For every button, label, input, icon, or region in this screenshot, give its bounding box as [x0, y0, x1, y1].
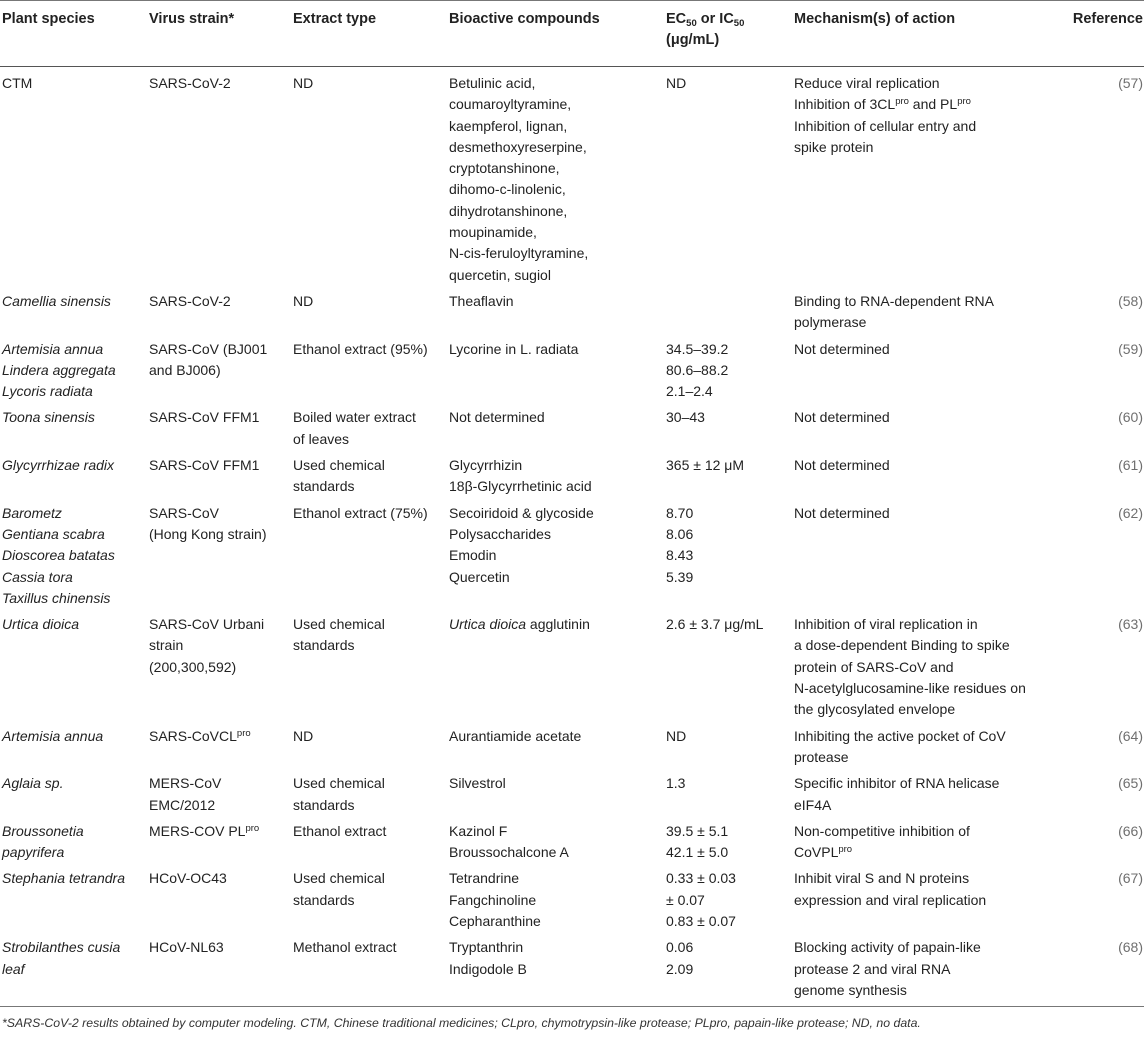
cell-reference-link[interactable]: (64) — [1118, 727, 1143, 744]
cell-virus: SARS-CoV Urbani strain (200,300,592) — [149, 616, 265, 675]
cell-reference-link[interactable]: (57) — [1118, 75, 1143, 91]
cell-extract: ND — [293, 75, 314, 91]
cell-mechanism: Binding to RNA-dependent RNA polymerase — [794, 292, 995, 331]
cell-reference-link[interactable]: (60) — [1118, 409, 1143, 426]
cell-species: Artemisia annua Lindera aggregata Lycoris radiata — [2, 340, 116, 400]
cell-reference-link[interactable]: (67) — [1118, 870, 1143, 887]
cell-virus: SARS-CoV FFM1 — [149, 409, 260, 426]
header-ec50-line2: (μg/mL) — [666, 32, 720, 48]
cell-extract: Ethanol extract (75%) — [293, 504, 428, 521]
cell-extract: ND — [293, 727, 314, 744]
table-row — [0, 503, 1144, 614]
cell-extract: Boiled water extract of leaves — [293, 409, 416, 447]
table-row — [0, 67, 1144, 291]
cell-virus: SARS-CoVCL$^{pro}$ — [149, 727, 251, 744]
cell-ec50 — [664, 291, 792, 339]
cell-extract: Ethanol extract (95%) — [293, 340, 428, 357]
cell-extract: Used chemical standards — [293, 457, 385, 495]
cell-ec50: 1.3 — [666, 775, 686, 792]
cell-mechanism: Blocking activity of papain-like protease 2 and viral RNA genome synthesis — [794, 939, 981, 998]
cell-reference-link[interactable]: (68) — [1118, 939, 1143, 956]
cell-mechanism: Specific inhibitor of RNA helicase eIF4A — [794, 775, 1000, 813]
header-row — [0, 1, 1144, 67]
cell-reference-link[interactable]: (62) — [1118, 504, 1143, 521]
cell-ec50: 34.5–39.2 80.6–88.2 2.1–2.4 — [666, 340, 729, 400]
table-row — [0, 937, 1144, 1006]
cell-extract: ND — [293, 292, 314, 309]
table-row — [0, 291, 1144, 339]
header-ec50 — [664, 1, 792, 67]
cell-mechanism: Not determined — [794, 340, 890, 357]
cell-virus: HCoV-NL63 — [149, 939, 224, 956]
cell-reference-link[interactable]: (61) — [1118, 457, 1143, 474]
cell-ec50: 39.5 ± 5.1 42.1 ± 5.0 — [666, 822, 729, 861]
cell-reference-link[interactable]: (63) — [1118, 616, 1143, 633]
cell-extract: Used chemical standards — [293, 616, 385, 654]
cell-ec50: 2.6 ± 3.7 μg/mL — [666, 616, 764, 633]
cell-species: Urtica dioica — [2, 616, 80, 633]
cell-reference-link[interactable]: (65) — [1118, 775, 1143, 792]
cell-ec50: 0.06 2.09 — [666, 939, 694, 977]
cell-compounds: Aurantiamide acetate — [449, 727, 582, 744]
header-mechanism: Mechanism(s) of action — [792, 1, 1055, 67]
cell-mechanism: Not determined — [794, 504, 890, 521]
header-extract-type: Extract type — [291, 1, 447, 67]
cell-compounds: Lycorine in L. radiata — [449, 340, 579, 357]
cell-compounds: Tryptanthrin Indigodole B — [449, 939, 527, 977]
cell-mechanism: Not determined — [794, 409, 890, 426]
cell-species: CTM — [2, 75, 33, 91]
cell-mechanism: Reduce viral replication Inhibition of $3CL^{pro}$ and $PL^{pro}$ Inhibition of cellular entry and spike protein — [794, 75, 977, 155]
cell-mechanism: Inhibit viral S and N proteins expression and viral replication — [794, 870, 987, 908]
cell-species: Toona sinensis — [2, 409, 95, 426]
cell-virus: MERS-COV $PL^{pro}$ — [149, 822, 260, 839]
cell-virus: SARS-CoV-2 — [149, 292, 231, 309]
table-row — [0, 821, 1144, 869]
cell-compounds: Urtica dioica agglutinin — [449, 616, 590, 633]
cell-extract: Used chemical standards — [293, 870, 385, 908]
cell-ec50: 30–43 — [666, 409, 705, 426]
cell-species: Artemisia annua — [2, 727, 104, 744]
cell-extract: Used chemical standards — [293, 775, 385, 813]
table-row — [0, 407, 1144, 455]
cell-mechanism: Not determined — [794, 457, 890, 474]
cell-species: Glycyrrhizae radix — [2, 457, 115, 474]
cell-ec50: 0.33 ± 0.03 ± 0.07 0.83 ± 0.07 — [666, 870, 736, 929]
header-plant-species: Plant species — [0, 1, 147, 67]
cell-ec50: ND — [666, 727, 687, 744]
cell-virus: SARS-CoV-2 — [149, 75, 231, 91]
cell-compounds: Secoiridoid & glycoside Polysaccharides Emodin Quercetin — [449, 504, 594, 585]
cell-mechanism: Non-competitive inhibition of CoVPL$^{pro}$ — [794, 822, 970, 861]
table-row — [0, 339, 1144, 408]
cell-ec50: 8.70 8.06 8.43 5.39 — [666, 504, 694, 585]
header-virus-strain: Virus strain* — [147, 1, 291, 67]
cell-reference-link[interactable]: (58) — [1118, 292, 1143, 309]
cell-compounds: Kazinol F Broussochalcone A — [449, 822, 569, 861]
cell-compounds: Theaflavin — [449, 292, 514, 309]
cell-virus: SARS-CoV FFM1 — [149, 457, 260, 474]
cell-virus: MERS-CoV EMC/2012 — [149, 775, 222, 813]
cell-species: Stephania tetrandra — [2, 870, 125, 887]
table-row — [0, 868, 1144, 937]
cell-reference-link[interactable]: (66) — [1118, 822, 1143, 839]
cell-mechanism: Inhibition of viral replication in a dose-dependent Binding to spike protein of SARS-CoV and N-acetylglucosamine-like residues on the glycosylated envelope — [794, 616, 1026, 718]
cell-mechanism: Inhibiting the active pocket of CoV protease — [794, 727, 1006, 765]
cell-compounds: Tetrandrine Fangchinoline Cepharanthine — [449, 870, 541, 929]
table-footnote: *SARS-CoV-2 results obtained by computer modeling. CTM, Chinese traditional medicines; CLpro, chymotrypsin-like protease; PLpro, papain-like protease; ND, no data. — [2, 1016, 921, 1031]
header-reference: Reference — [1055, 1, 1144, 67]
cell-compounds: Glycyrrhizin 18β-Glycyrrhetinic acid — [449, 457, 592, 495]
cell-virus: SARS-CoV (Hong Kong strain) — [149, 504, 267, 542]
cell-ec50: 365 ± 12 μM — [666, 457, 745, 474]
cell-compounds: Not determined — [449, 409, 545, 426]
cell-species: Broussonetia papyrifera — [2, 822, 84, 861]
table-row — [0, 455, 1144, 503]
header-bioactive-compounds: Bioactive compounds — [447, 1, 664, 67]
cell-extract: Ethanol extract — [293, 822, 387, 839]
cell-ec50: ND — [666, 75, 687, 91]
table-row — [0, 614, 1144, 725]
table-row — [0, 773, 1144, 821]
cell-compounds: Silvestrol — [449, 775, 506, 792]
cell-reference-link[interactable]: (59) — [1118, 340, 1143, 357]
cell-species: Camellia sinensis — [2, 292, 111, 309]
cell-virus: HCoV-OC43 — [149, 870, 227, 887]
cell-species: Aglaia sp. — [2, 775, 64, 792]
table-row — [0, 726, 1144, 774]
header-ec50-line1: $EC_{50}$ or $IC_{50}$ — [666, 11, 745, 29]
cell-species: Barometz Gentiana scabra Dioscorea batatas Cassia tora Taxillus chinensis — [2, 504, 115, 606]
cell-virus: SARS-CoV (BJ001 and BJ006) — [149, 340, 268, 378]
cell-species: Strobilanthes cusia leaf — [2, 939, 121, 977]
cell-extract: Methanol extract — [293, 939, 397, 956]
cell-compounds: Betulinic acid, coumaroyltyramine, kaempferol, lignan, desmethoxyreserpine, cryptotanshinone, dihomo-c-linolenic, dihydrotanshinone, moupinamide, N-cis-feruloyltyramine, quercetin, sugiol — [449, 75, 589, 283]
